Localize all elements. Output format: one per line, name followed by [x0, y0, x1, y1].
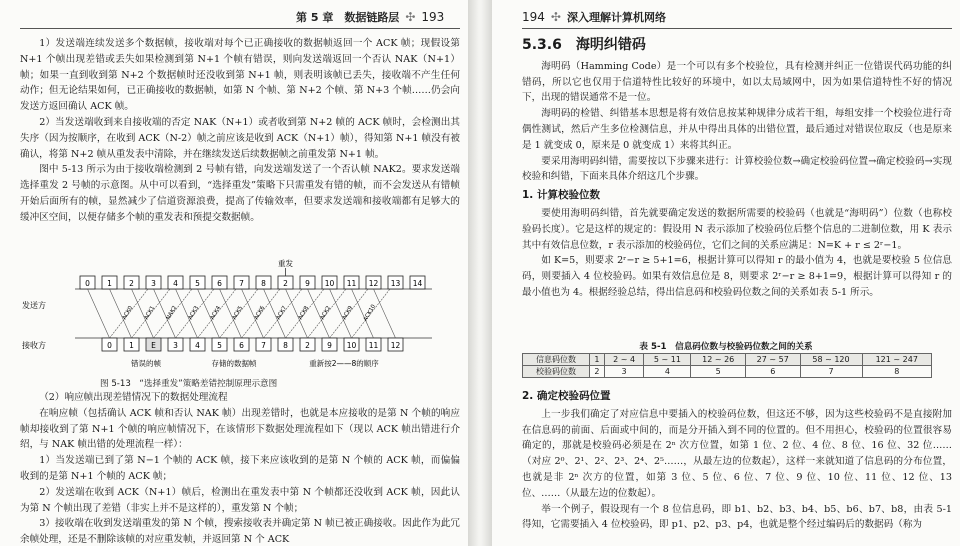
- receiver-frame-label: 9: [327, 341, 332, 350]
- sender-frame-label: 8: [261, 279, 266, 288]
- table-row: [523, 366, 932, 378]
- receiver-frame-label: 0: [107, 341, 112, 350]
- ack-label: ACK8: [297, 305, 311, 321]
- receiver-frame-label: 11: [368, 341, 379, 350]
- receiver-frame-label: 10: [346, 341, 357, 350]
- paragraph: 图中 5-13 所示为由于接收端检测到 2 号帧有错，向发送端发送了一个否认帧 NAK2。要求发送端选择重发 2 号帧的示意图。从中可以看到，“选择重发”策略下只需重发有错的帧，而不会发送从有错帧开始后面所有的帧，显然减少了信道资源浪费，提高了传输效率，但要求发送端和接收端都有足够大的缓冲区空间，以便存储多个帧的重发表和预提交数据帧。: [20, 164, 460, 223]
- table-cell: 5 ~ 11: [644, 354, 691, 366]
- table-cell: 校验码位数: [523, 366, 590, 378]
- page-number: 194: [522, 10, 545, 24]
- stored-frames-label: 存储的数据帧: [211, 359, 257, 368]
- frame-arrow: [88, 289, 110, 338]
- paragraph: 1）发送端连续发送多个数据帧，接收端对每个已正确接收的数据帧返回一个 ACK 帧；现假设第 N+1 个帧出现差错或丢失如果检测到第 N+1 个帧有错误，则向发送端返回一个否认 NAK（N+1）帧；如果一直到收到第 N+2 个数据帧时还没收到第 N+1 帧，则表明该帧已丢失，接收端不产生任何动作；但无论结果如何，已正确接收的数据帧，如第 N 个帧、第 N+2 个帧、第 N+3 个帧……仍会向发送方返回确认 ACK 帧。: [20, 38, 460, 113]
- paragraph: 上一步我们确定了对应信息中要插入的校验码位数，但这还不够，因为这些校验码不是直接附加在信息码的前面、后面或中间的，而是分开插入到不同的位置的。但不用担心，校验码的位置很容易确定的，那就是校验码必须是在 2ⁿ 次方位置，如第 1 位、2 位、4 位、8 位、16 位、32 位……（对应 2⁰、2¹、2²、2³、2⁴、2⁵……，从最左边的位数起），这样一来就知道了信息码的分布位置，也就是非 2ⁿ 次方的位置，如第 3 位、5 位、6 位、7 位、9 位、10 位、11 位、12 位、13 位、……（从最左边的位数起）。: [522, 408, 952, 499]
- sender-frame-label: 10: [324, 279, 335, 288]
- paragraph: 1）当发送端已到了第 N−1 个帧的 ACK 帧，接下来应该收到的是第 N 个帧的 ACK 帧，而偏偏收到的是第 N+1 个帧的 ACK 帧；: [20, 455, 460, 482]
- sender-frame-label: 0: [85, 279, 90, 288]
- sender-label: 发送方: [22, 301, 46, 310]
- sender-frame-label: 12: [368, 279, 379, 288]
- sender-frame-label: 13: [390, 279, 401, 288]
- resend-label: 重发: [278, 259, 293, 268]
- ack-label: ACK0: [121, 305, 135, 321]
- table-cell: 4: [644, 366, 691, 378]
- sender-frame-label: 1: [107, 279, 112, 288]
- sender-frame-label: 9: [305, 279, 310, 288]
- table-cell: 1: [590, 354, 605, 366]
- header-rule: [522, 28, 952, 29]
- sender-frame-label: 2: [283, 279, 288, 288]
- sender-frame-label: 5: [195, 279, 200, 288]
- ack-label: ACK5: [231, 305, 245, 321]
- figure-caption: 图 5-13 “选择重发”策略差错控制原理示意图: [100, 379, 278, 389]
- left-text-top: [20, 36, 460, 226]
- table-cell: 5: [691, 366, 746, 378]
- subsection-title: 1. 计算校验位数: [522, 189, 600, 202]
- table-caption: 表 5-1 信息码位数与校验码位数之间的关系: [639, 342, 813, 352]
- paragraph: 2）当发送端收到来自接收端的否定 NAK（N+1）或者收到第 N+2 帧的 ACK 帧时，会检测出其失序（因为按顺序，在收到 ACK（N-2）帧之前应该是收到 ACK（N+1）帧），得知第 N+1 帧没有被确认，将第 N+2 帧从重发表中清除，并在继续发送后续数据帧之前重发第 N+1 帧。: [20, 116, 460, 160]
- figure-5-13: [20, 258, 460, 388]
- paragraph: 海明码的检错、纠错基本思想是将有效信息按某种规律分成若干组，每组安排一个校验位进行奇偶性测试，然后产生多位检测信息，并从中得出具体的出错位置，最后通过对错误位取反（也是原来是 1 就变成 0，原来是 0 就变成 1）来将其纠正。: [522, 108, 952, 151]
- ornament-icon: ✣: [405, 10, 416, 24]
- table-cell: 信息码位数: [523, 354, 590, 366]
- receiver-frame-label: 5: [217, 341, 222, 350]
- ack-label: ACK9: [341, 305, 355, 321]
- right-text-bottom: [522, 386, 952, 533]
- selective-repeat-diagram: [20, 258, 460, 376]
- paragraph: 3）接收端在收到发送端重发的第 N 个帧，搜索接收表并确定第 N 帧已被正确接收。因此作为此冗余帧处理，还是不删除该帧的对应重发帧，并返回第 N 个 ACK: [20, 518, 460, 546]
- sender-frame-label: 3: [151, 279, 156, 288]
- sender-frame-label: 2: [129, 279, 134, 288]
- ack-label: ACK10: [362, 303, 378, 323]
- receiver-frame-label: 6: [239, 341, 244, 350]
- right-page-header: [522, 8, 666, 26]
- left-text-bottom: [20, 390, 460, 546]
- frame-arrow: [374, 289, 396, 338]
- table-5-1: [522, 353, 932, 378]
- reorder-label: 重新按2——8的顺序: [309, 359, 379, 368]
- receiver-frame-label: 8: [283, 341, 288, 350]
- left-page-header: [296, 8, 444, 26]
- table-cell: 12 ~ 26: [691, 354, 746, 366]
- right-page: [492, 0, 960, 546]
- sender-frame-label: 14: [412, 279, 423, 288]
- table-cell: 121 ~ 247: [862, 354, 932, 366]
- ack-label: ACK7: [275, 305, 289, 321]
- receiver-frame-label: E: [151, 341, 156, 350]
- paragraph: 在响应帧（包括确认 ACK 帧和否认 NAK 帧）出现差错时，也就是本应接收的是第 N 个帧的响应帧却接收到了第 N+1 个帧的响应帧情况下，在该情形下数据处理流程如下（现以 ACK 帧出错进行介绍，与 NAK 帧出错的处理流程一样）：: [20, 407, 460, 451]
- table-row: [523, 354, 932, 366]
- table-cell: 2: [590, 366, 605, 378]
- subsection-title: 2. 确定校验码位置: [522, 390, 611, 402]
- chapter-title: 第 5 章 数据链路层: [296, 11, 400, 24]
- table-cell: 3: [604, 366, 644, 378]
- receiver-frame-label: 7: [261, 341, 266, 350]
- ack-label: ACK3: [187, 305, 201, 321]
- ack-label: NAK2: [165, 305, 179, 321]
- paragraph: 海明码（Hamming Code）是一个可以有多个校验位，具有检测并纠正一位错误代码功能的纠错码，所以它也仅用于信道特性比较好的环境中，如以太局域网中，因为如果信道特性不好的情况下，出现的错误通常不是一位。: [522, 60, 952, 104]
- paragraph: （2）响应帧出现差错情况下的数据处理流程: [39, 392, 228, 403]
- receiver-frame-label: 3: [173, 341, 178, 350]
- book-title: 深入理解计算机网络: [566, 11, 666, 24]
- error-frame-label: 错误的帧: [131, 359, 161, 368]
- sender-frame-label: 7: [239, 279, 244, 288]
- table-cell: 2 ~ 4: [604, 354, 644, 366]
- header-rule: [20, 28, 460, 29]
- ornament-icon: ✣: [550, 10, 561, 24]
- table-cell: 8: [862, 366, 932, 378]
- receiver-frame-label: 1: [129, 341, 134, 350]
- sender-frame-label: 4: [173, 279, 178, 288]
- receiver-label: 接收方: [22, 341, 46, 350]
- section-title: 5.3.6 海明纠错码: [522, 37, 646, 53]
- book-gutter: [468, 0, 492, 546]
- table-cell: 7: [800, 366, 862, 378]
- receiver-frame-label: 12: [390, 341, 401, 350]
- ack-label: ACK1: [143, 305, 157, 321]
- paragraph: 要采用海明码纠错，需要按以下步骤来进行：计算校验位数→确定校验码位置→确定校验码→实现校验和纠错，下面来具体介绍这几个步骤。: [522, 155, 952, 183]
- sender-frame-label: 11: [346, 279, 357, 288]
- paragraph: 举一个例子，假设现有一个 8 位信息码，即 b1、b2、b3、b4、b5、b6、b7、b8，由表 5-1 得知，它需要插入 4 位校验码，即 p1、p2、p3、p4，也就是整个经过编码后的数据码（称为: [522, 503, 952, 531]
- ack-label: ACK4: [209, 305, 223, 321]
- sender-frame-label: 6: [217, 279, 222, 288]
- left-page: [0, 0, 468, 546]
- paragraph: 要使用海明码纠错，首先就要确定发送的数据所需要的校验码（也就是“海明码”）位数（也称校验码长度）。它是这样的规定的：假设用 N 表示添加了校验码位后整个信息的二进制位数，用 K 表示其中有效信息位数，r 表示添加的校验码位，它们之间的关系应满足：N=K + r ≤ 2ʳ−1。: [522, 207, 952, 251]
- ack-label: ACK2: [319, 305, 333, 321]
- paragraph: 如 K=5，则要求 2ʳ−r ≥ 5+1=6，根据计算可以得知 r 的最小值为 4，也就是要校验 5 位信息码，则要插入 4 位校验码。如果有效信息位是 8，则要求 2ʳ−r ≥ 8+1=9，根据计算可以得知 r 的最小值也为 4。根据经验总结，得出信息码和校验码位数之间的关系如表 5-1 所示。: [522, 255, 952, 298]
- table-cell: 6: [745, 366, 800, 378]
- receiver-frame-label: 2: [305, 341, 310, 350]
- paragraph: 2）发送端在收到 ACK（N+1）帧后，检测出在重发表中第 N 个帧都还没收到 ACK 帧，因此认为第 N 个帧出现了差错（非实上并不是这样的），重发第 N 个帧；: [20, 486, 460, 514]
- page-number: 193: [421, 10, 445, 24]
- right-text-top: [522, 32, 952, 301]
- receiver-frame-label: 4: [195, 341, 200, 350]
- ack-label: ACK6: [253, 305, 267, 321]
- table-cell: 27 ~ 57: [745, 354, 800, 366]
- table-cell: 58 ~ 120: [800, 354, 862, 366]
